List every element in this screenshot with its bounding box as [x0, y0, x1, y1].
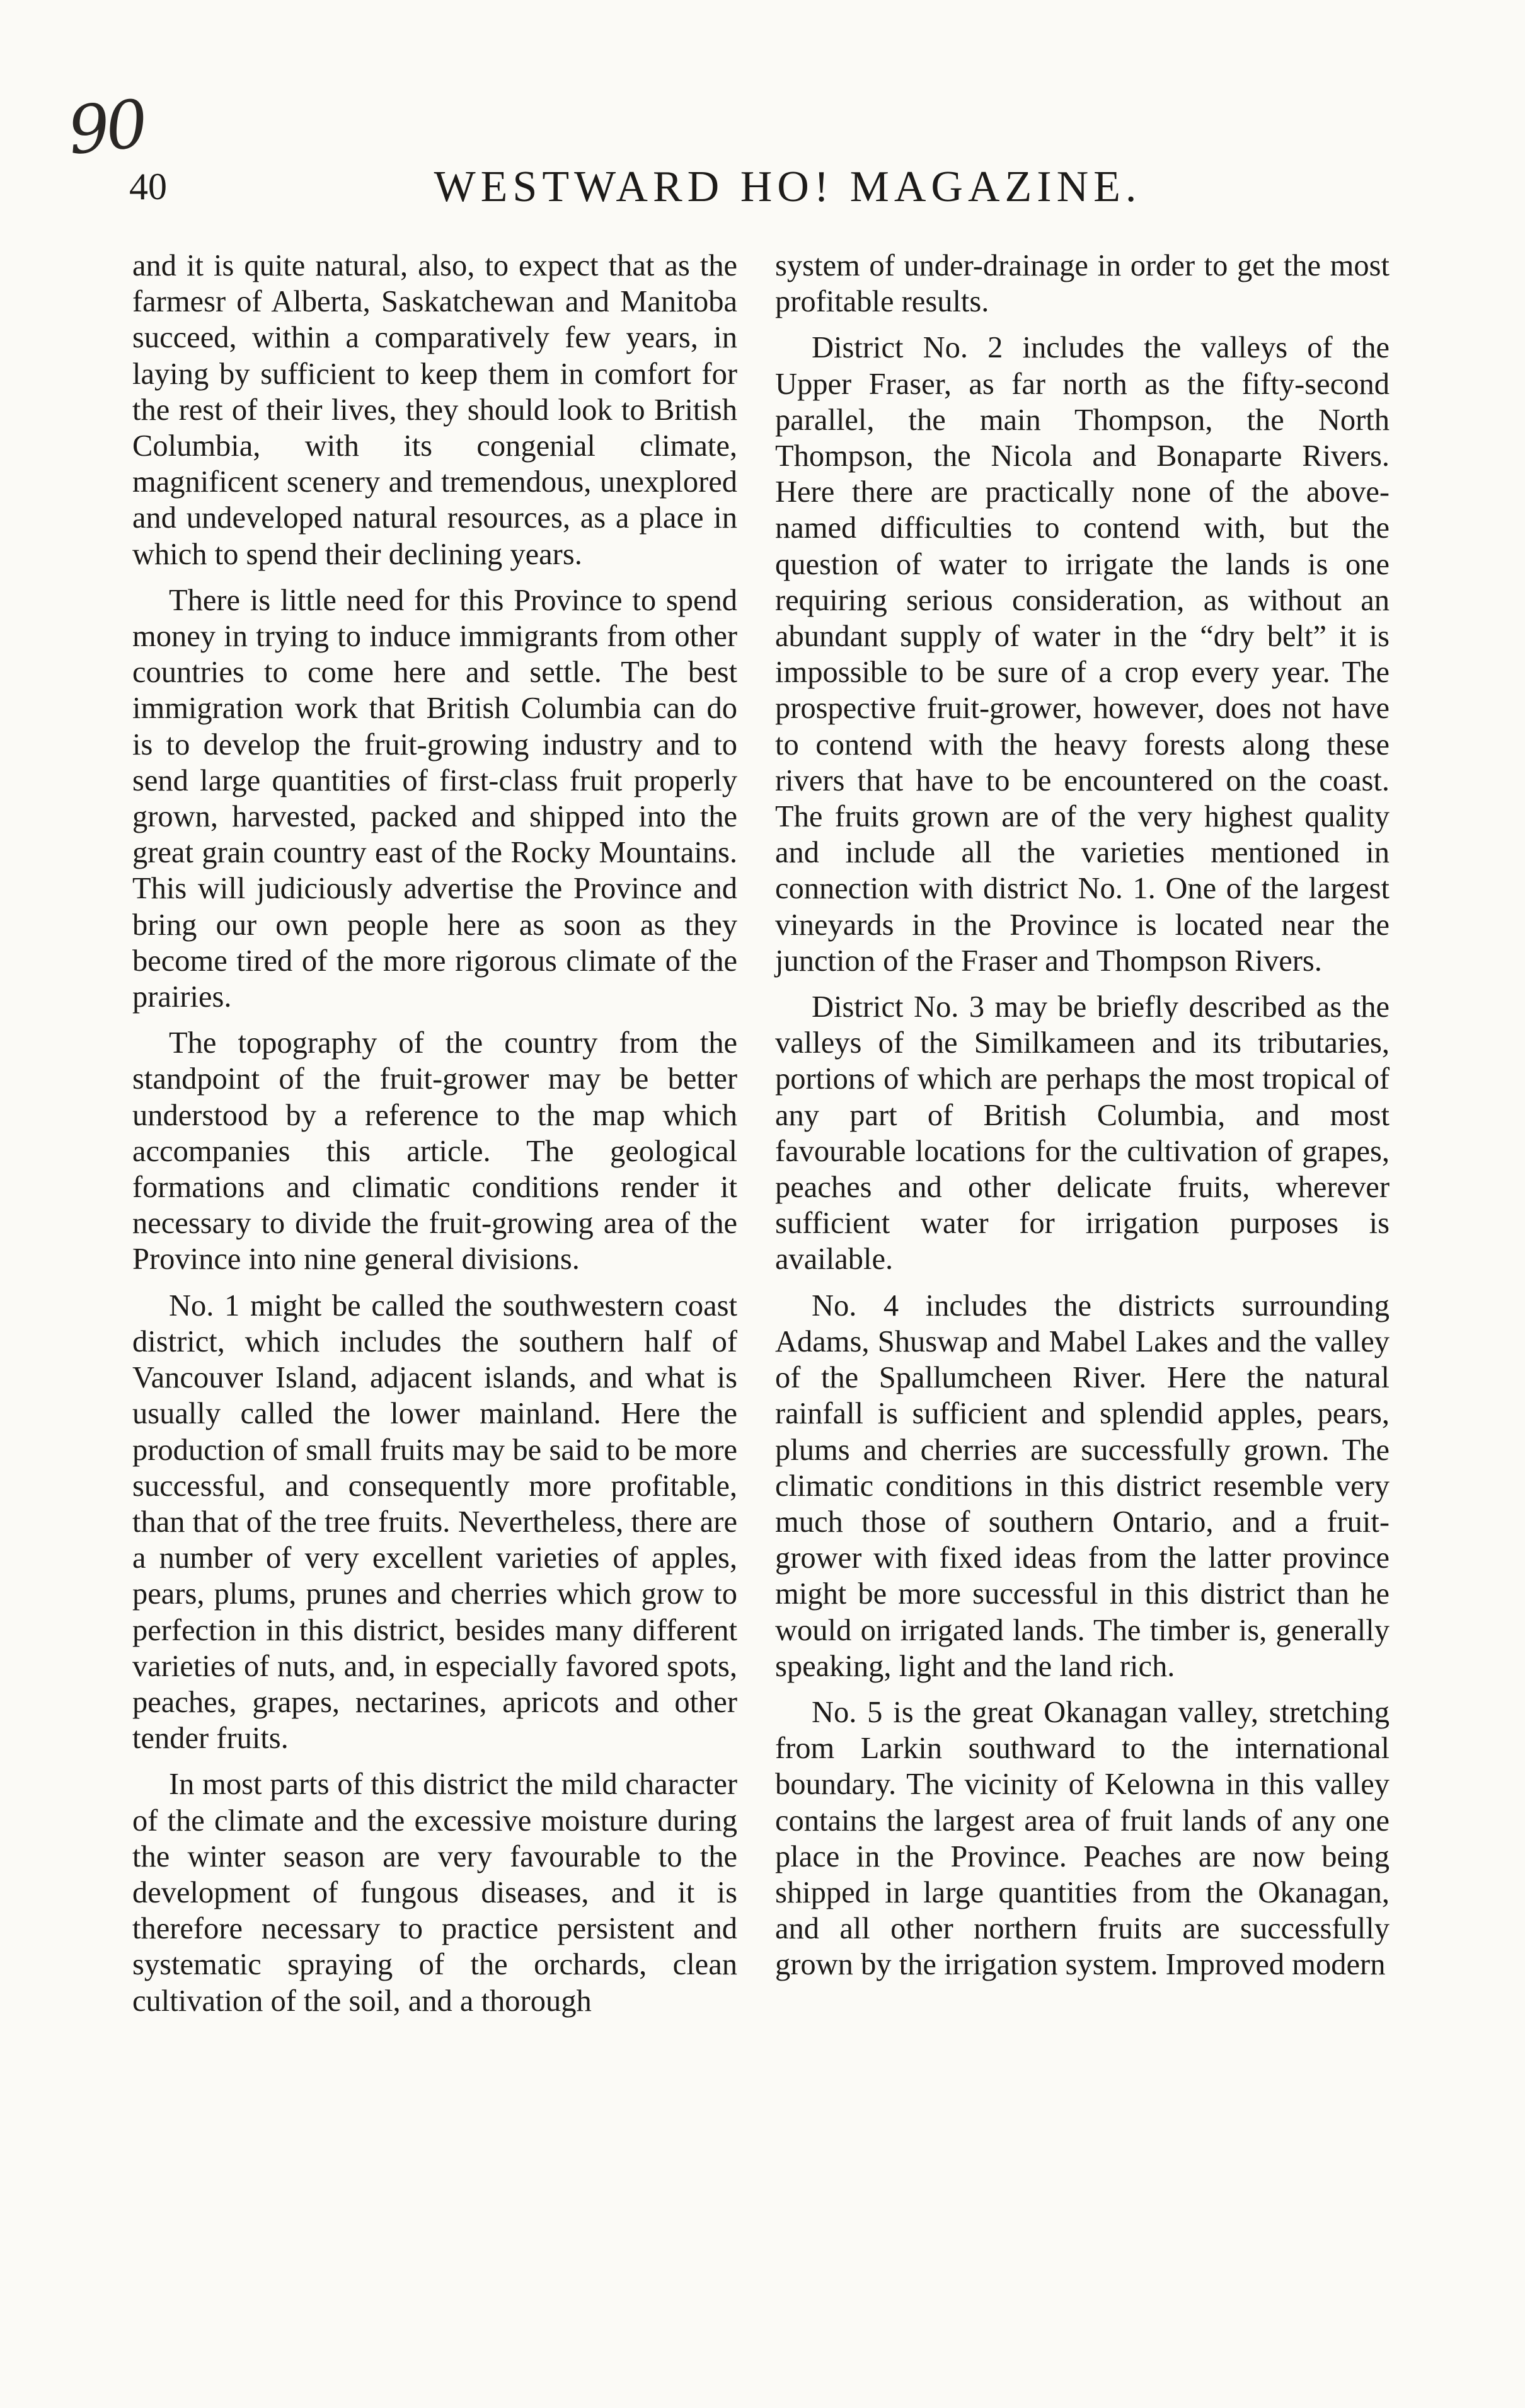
paragraph: In most parts of this district the mild character of the climate and the excessive moisture during the winter season are very favourable to the development of fungous diseases, and it is therefore necessary to practice persistent and systematic spraying of the orchards, clean cultivation of the soil, and a thorough	[132, 1768, 737, 2018]
paragraph: system of under-drainage in order to get the most profitable results.	[775, 249, 1390, 319]
handwritten-page-number: 90	[64, 85, 148, 170]
paragraph: There is little need for this Province to spend money in trying to induce immigrants from other countries to come here and settle. The best immigration work that British Columbia can do is to develop the fruit-growing industry and to send large quantities of first-class fruit properly grown, harvested, packed and shipped into the great grain country east of the Rocky Mountains. This will judiciously advertise the Province and bring our own people here as soon as they become tired of the more rigorous climate of the prairies.	[132, 583, 737, 1014]
paragraph: No. 5 is the great Okanagan valley, stretching from Larkin southward to the international boundary. The vicinity of Kelowna in this valley contains the largest area of fruit lands of any one place in the Province. Peaches are now being shipped in large quantities from the Okanagan, and all other northern fruits are successfully grown by the irrigation system. Improved modern	[775, 1695, 1390, 1982]
paragraph: The topography of the country from the standpoint of the fruit-grower may be better understood by a reference to the map which accompanies this article. The geological formations and climatic conditions render it necessary to divide the fruit-growing area of the Province into nine general divisions.	[132, 1026, 737, 1276]
paragraph: and it is quite natural, also, to expect that as the farmesr of Alberta, Saskatchewan and Manitoba succeed, within a comparatively few years, in laying by sufficient to keep them in comfort for the rest of their lives, they should look to British Columbia, with its congenial climate, magnificent scenery and tremendous, unexplored and undeveloped natural resources, as a place in which to spend their declining years.	[132, 249, 737, 571]
running-title: WESTWARD HO! MAGAZINE.	[434, 163, 1142, 211]
paragraph: No. 1 might be called the southwestern coast district, which includes the southern half of Vancouver Island, adjacent islands, and what is usually called the lower mainland. Here the production of small fruits may be said to be more successful, and consequently more profitable, than that of the tree fruits. Nevertheless, there are a number of very excellent varieties of apples, pears, plums, prunes and cherries which grow to perfection in this district, besides many different varieties of nuts, and, in especially favored spots, peaches, grapes, nectarines, apricots and other tender fruits.	[132, 1288, 737, 1756]
paragraph: District No. 2 includes the valleys of the Upper Fraser, as far north as the fifty-second parallel, the main Thompson, the North Thompson, the Nicola and Bonaparte Rivers. Here there are practically none of the above-named difficulties to contend with, but the question of water to irrigate the lands is one requiring serious consideration, as without an abundant supply of water in the “dry belt” it is impossible to be sure of a crop every year. The prospective fruit-grower, however, does not have to contend with the heavy forests along these rivers that have to be encountered on the coast. The fruits grown are of the very highest quality and include all the varieties mentioned in connection with district No. 1. One of the largest vineyards in the Province is located near the junction of the Fraser and Thompson Rivers.	[775, 331, 1390, 978]
left-column	[132, 248, 737, 2029]
paragraph: District No. 3 may be briefly described as the valleys of the Similkameen and its tributaries, portions of which are perhaps the most tropical of any part of British Columbia, and most favourable locations for the cultivation of grapes, peaches and other delicate fruits, wherever sufficient water for irrigation purposes is available.	[775, 990, 1390, 1276]
paragraph: No. 4 includes the districts surrounding Adams, Shuswap and Mabel Lakes and the valley of the Spallumcheen River. Here the natural rainfall is sufficient and splendid apples, pears, plums and cherries are successfully grown. The climatic conditions in this district resemble very much those of southern Ontario, and a fruit-grower with fixed ideas from the latter province might be more successful in this district than he would on irrigated lands. The timber is, generally speaking, light and the land rich.	[775, 1288, 1390, 1683]
right-column	[775, 248, 1390, 1993]
page-number: 40	[129, 166, 167, 207]
